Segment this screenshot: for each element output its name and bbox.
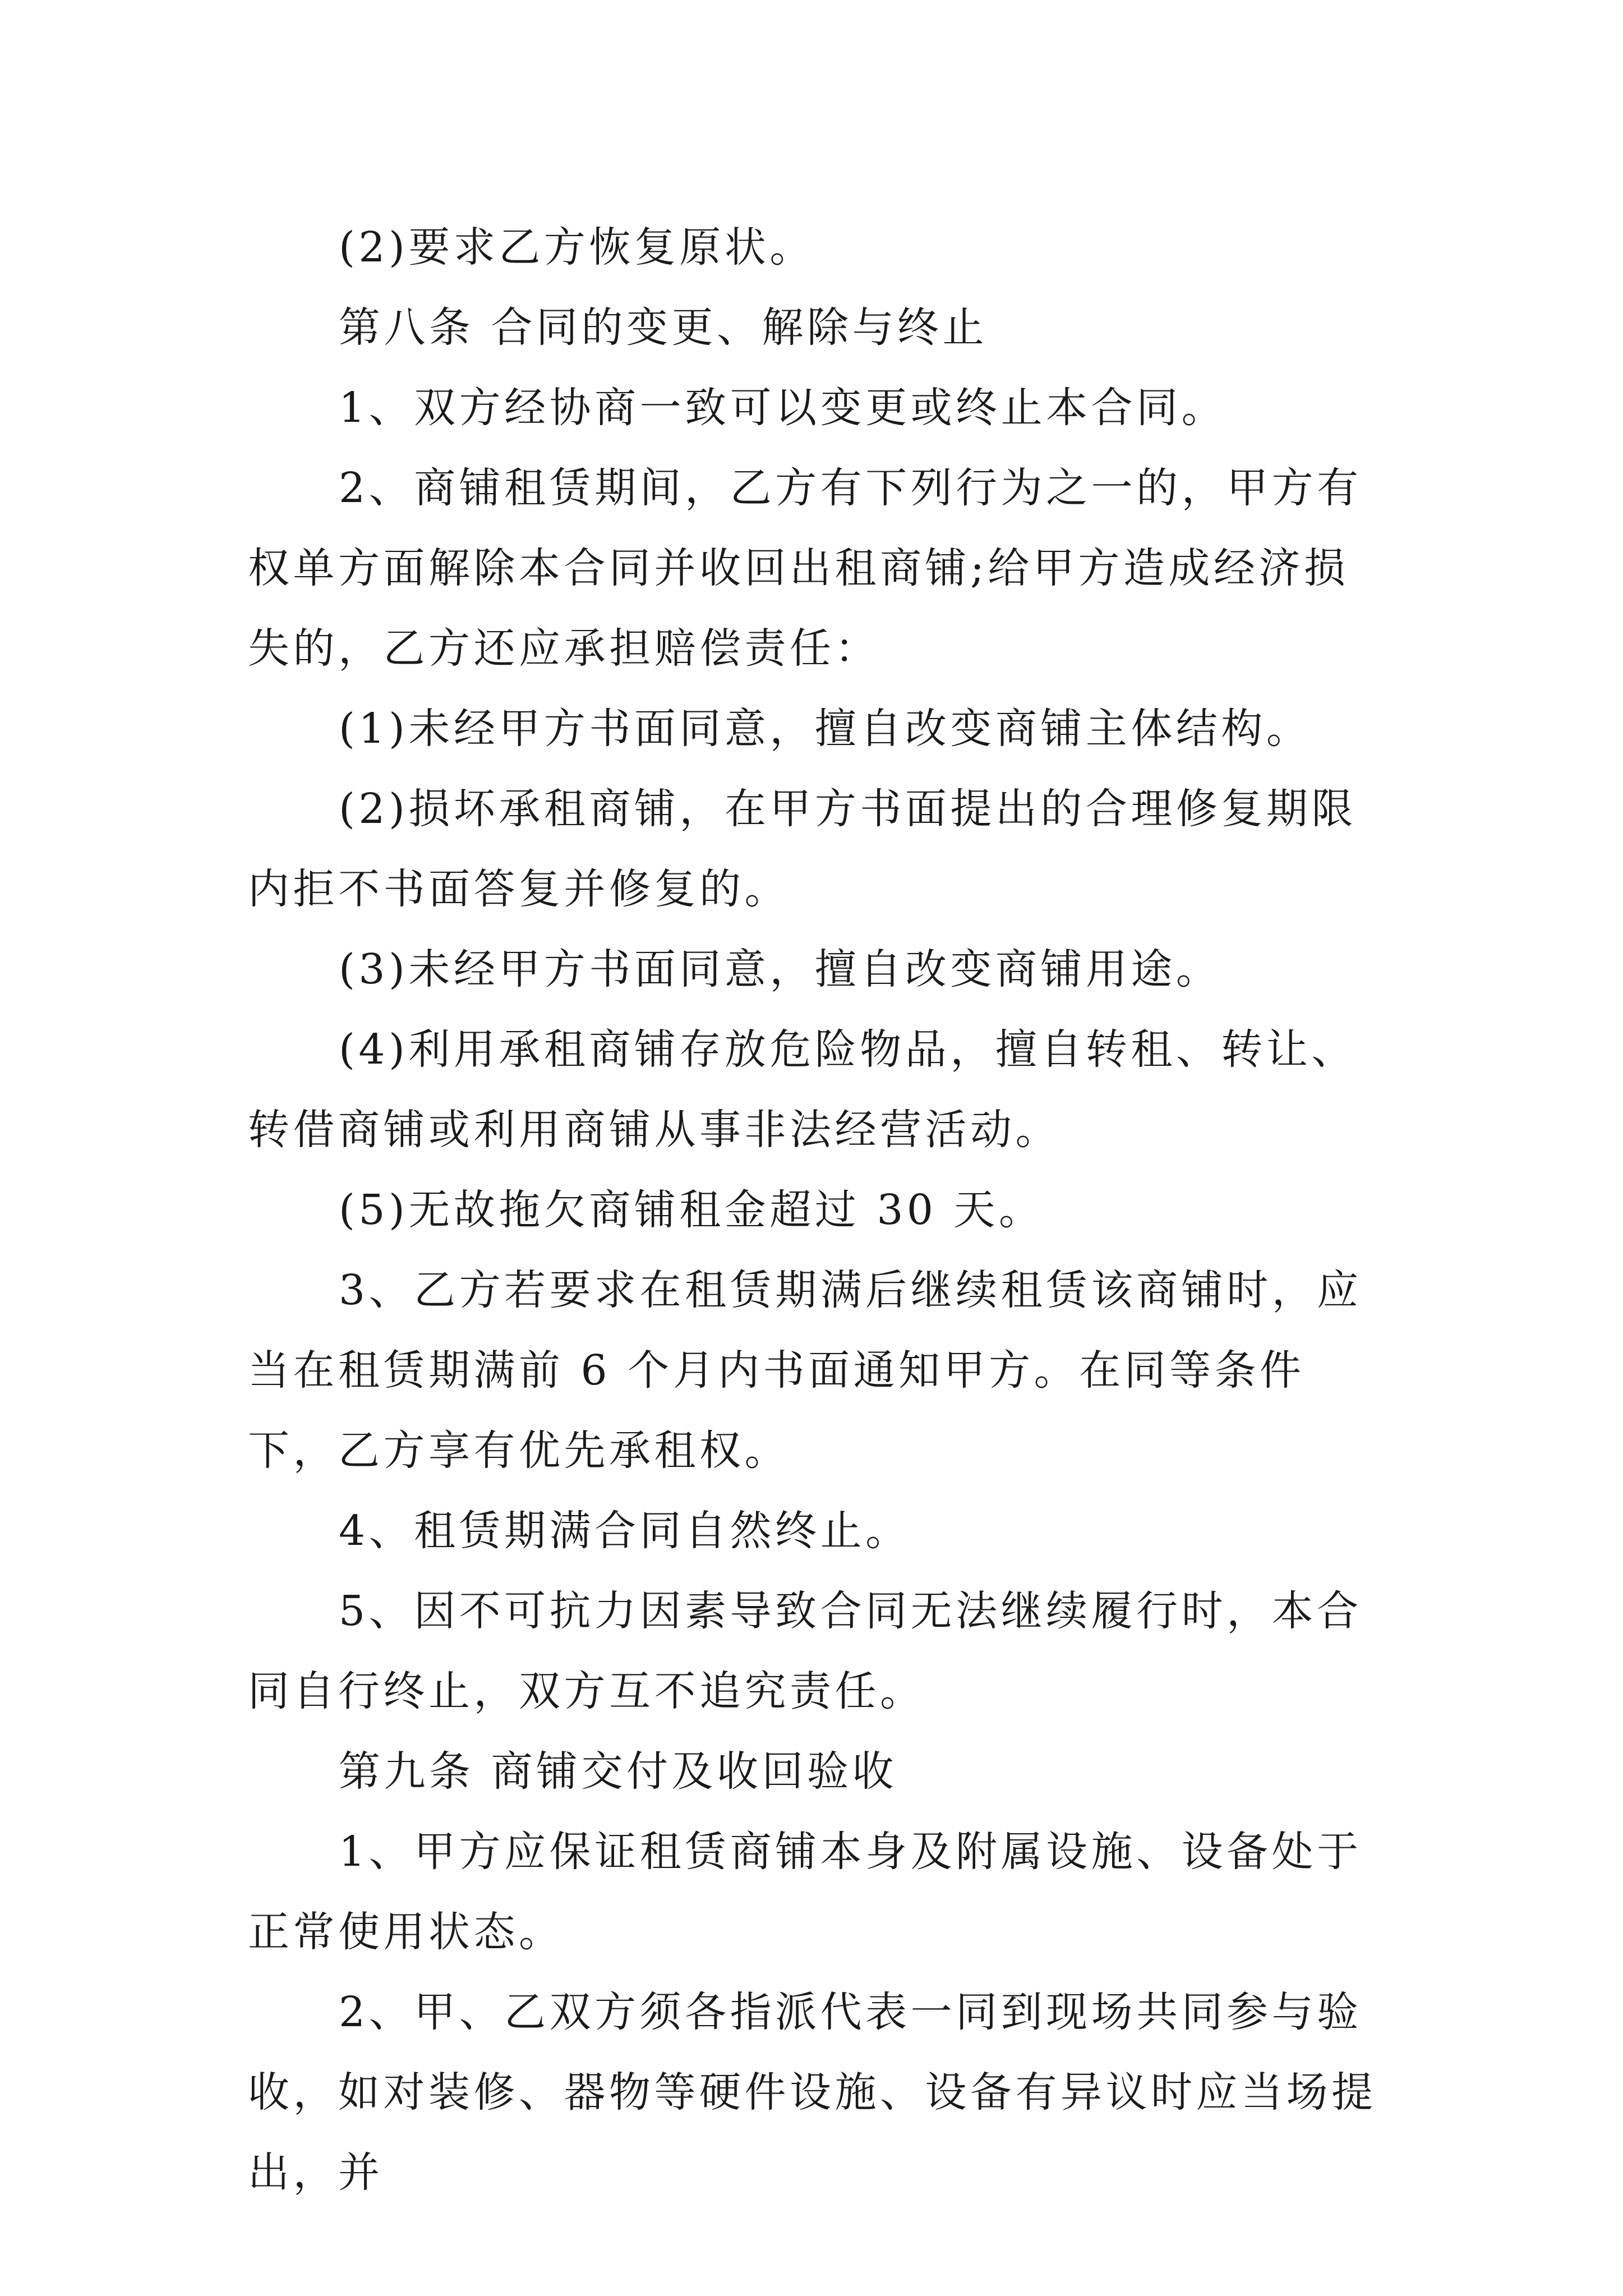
paragraph-8-2-item-3: (3)未经甲方书面同意，擅自改变商铺用途。 (339, 945, 1221, 993)
paragraph-8-2-item-2: (2)损坏承租商铺，在甲方书面提出的合理修复期限内拒不书面答复并修复的。 (248, 785, 1357, 913)
paragraph-9-1: 1、甲方应保证租赁商铺本身及附属设施、设备处于正常使用状态。 (248, 1828, 1362, 1956)
article-9-heading: 第九条 商铺交付及收回验收 (339, 1747, 898, 1796)
paragraph-9-2: 2、甲、乙双方须各指派代表一同到现场共同参与验收，如对装修、器物等硬件设施、设备有异议时应当场提出，并 (248, 1988, 1377, 2197)
paragraph-8-3: 3、乙方若要求在租赁期满后继续租赁该商铺时，应当在租赁期满前 6 个月内书面通知甲方。在同等条件下，乙方享有优先承租权。 (248, 1266, 1362, 1475)
document-body (248, 208, 1392, 2213)
paragraph-restore-original-state: (2)要求乙方恢复原状。 (339, 223, 815, 272)
paragraph-8-2-item-4: (4)利用承租商铺存放危险物品，擅自转租、转让、转借商铺或利用商铺从事非法经营活动。 (248, 1025, 1357, 1154)
paragraph-8-2-item-1: (1)未经甲方书面同意，擅自改变商铺主体结构。 (339, 705, 1312, 753)
paragraph-8-1: 1、双方经协商一致可以变更或终止本合同。 (339, 384, 1227, 432)
paragraph-8-2-item-5: (5)无故拖欠商铺租金超过 30 天。 (339, 1186, 1044, 1234)
article-8-heading: 第八条 合同的变更、解除与终止 (339, 303, 988, 352)
paragraph-8-4: 4、租赁期满合同自然终止。 (339, 1507, 911, 1555)
paragraph-8-5: 5、因不可抗力因素导致合同无法继续履行时，本合同自行终止，双方互不追究责任。 (248, 1587, 1362, 1715)
paragraph-8-2: 2、商铺租赁期间，乙方有下列行为之一的，甲方有权单方面解除本合同并收回出租商铺;给甲方造成经济损失的，乙方还应承担赔偿责任： (248, 464, 1362, 673)
